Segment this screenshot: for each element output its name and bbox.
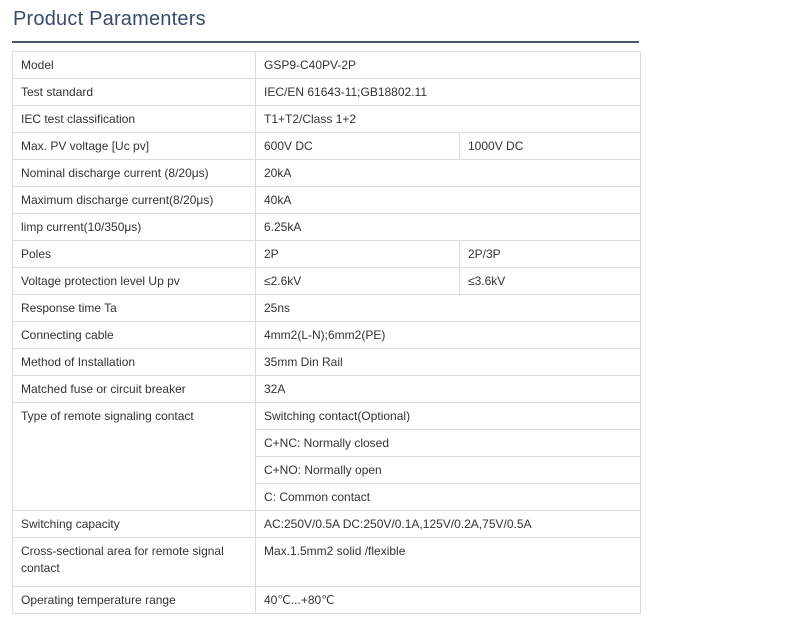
param-label: IEC test classification bbox=[13, 106, 256, 133]
param-value: 1000V DC bbox=[460, 133, 641, 160]
param-value: 40kA bbox=[256, 187, 641, 214]
param-label: Switching capacity bbox=[13, 511, 256, 538]
table-row bbox=[13, 322, 641, 349]
param-label: Nominal discharge current (8/20μs) bbox=[13, 160, 256, 187]
param-label: Poles bbox=[13, 241, 256, 268]
param-value: 40℃...+80℃ bbox=[256, 587, 641, 614]
param-value: T1+T2/Class 1+2 bbox=[256, 106, 641, 133]
table-row bbox=[13, 214, 641, 241]
table-row bbox=[13, 587, 641, 614]
param-value: Max.1.5mm2 solid /flexible bbox=[256, 538, 641, 587]
table-row bbox=[13, 160, 641, 187]
param-value: 20kA bbox=[256, 160, 641, 187]
param-value: ≤3.6kV bbox=[460, 268, 641, 295]
param-value: 2P bbox=[256, 241, 460, 268]
param-label: Response time Ta bbox=[13, 295, 256, 322]
param-value: GSP9-C40PV-2P bbox=[256, 52, 641, 79]
table-row bbox=[13, 295, 641, 322]
param-value: 2P/3P bbox=[460, 241, 641, 268]
param-label: Connecting cable bbox=[13, 322, 256, 349]
param-value: C+NC: Normally closed bbox=[256, 430, 641, 457]
param-value: Switching contact(Optional) bbox=[256, 403, 641, 430]
param-label: Matched fuse or circuit breaker bbox=[13, 376, 256, 403]
param-label: Max. PV voltage [Uc pv] bbox=[13, 133, 256, 160]
param-label: Operating temperature range bbox=[13, 587, 256, 614]
table-row bbox=[13, 106, 641, 133]
table-row bbox=[13, 187, 641, 214]
page-title: Product Paramenters bbox=[13, 8, 206, 30]
param-value: C: Common contact bbox=[256, 484, 641, 511]
param-label: Cross-sectional area for remote signal contact bbox=[13, 538, 256, 587]
table-row bbox=[13, 538, 641, 587]
param-value: 4mm2(L-N);6mm2(PE) bbox=[256, 322, 641, 349]
param-value: 600V DC bbox=[256, 133, 460, 160]
table-row bbox=[13, 133, 641, 160]
table-row bbox=[13, 511, 641, 538]
table-row bbox=[13, 376, 641, 403]
param-label: Method of Installation bbox=[13, 349, 256, 376]
param-value: IEC/EN 61643-11;GB18802.11 bbox=[256, 79, 641, 106]
param-label: Test standard bbox=[13, 79, 256, 106]
table-row bbox=[13, 349, 641, 376]
table-row bbox=[13, 52, 641, 79]
param-label: Model bbox=[13, 52, 256, 79]
title-divider bbox=[12, 41, 639, 43]
param-value: 25ns bbox=[256, 295, 641, 322]
param-label: limp current(10/350μs) bbox=[13, 214, 256, 241]
parameters-table bbox=[12, 51, 641, 614]
table-row bbox=[13, 403, 641, 430]
param-value: 35mm Din Rail bbox=[256, 349, 641, 376]
table-row bbox=[13, 79, 641, 106]
param-value: C+NO: Normally open bbox=[256, 457, 641, 484]
table-row bbox=[13, 268, 641, 295]
param-label: Maximum discharge current(8/20μs) bbox=[13, 187, 256, 214]
param-value: ≤2.6kV bbox=[256, 268, 460, 295]
param-value: 32A bbox=[256, 376, 641, 403]
param-value: 6.25kA bbox=[256, 214, 641, 241]
param-value: AC:250V/0.5A DC:250V/0.1A,125V/0.2A,75V/0.5A bbox=[256, 511, 641, 538]
param-label: Type of remote signaling contact bbox=[13, 403, 256, 511]
table-row bbox=[13, 241, 641, 268]
param-label: Voltage protection level Up pv bbox=[13, 268, 256, 295]
